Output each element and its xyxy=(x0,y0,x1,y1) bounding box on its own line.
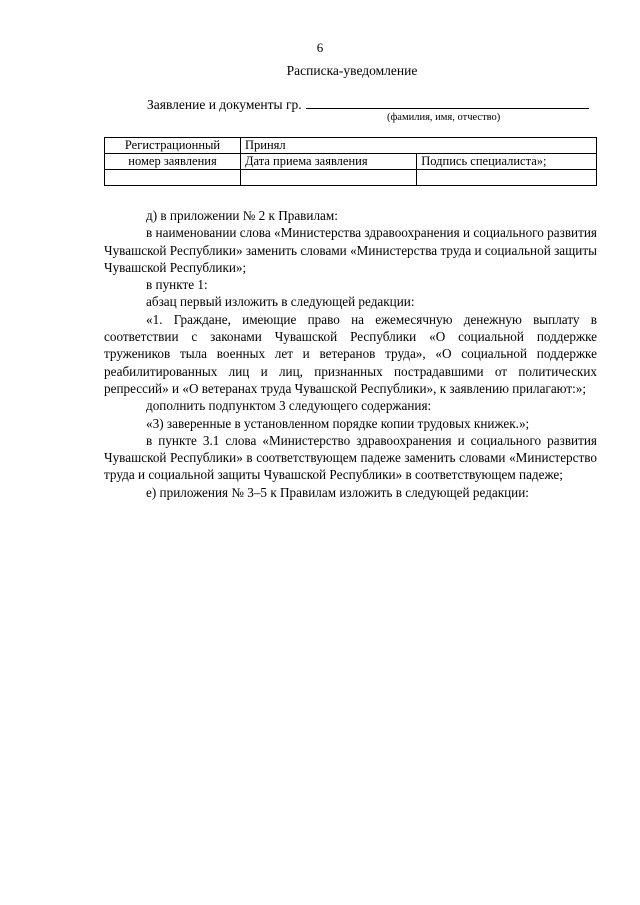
applicant-line xyxy=(147,97,589,113)
applicant-name-blank xyxy=(306,98,589,109)
paragraph: абзац первый изложить в следующей редакции: xyxy=(146,294,415,310)
specialist-signature-cell xyxy=(417,170,597,186)
specialist-signature-header: Подпись специалиста»; xyxy=(417,154,597,170)
paragraph: д) в приложении № 2 к Правилам: xyxy=(146,208,338,223)
paragraph: «1. Граждане, имеющие право на ежемесячную денежную выплату в соответствии с законами Чувашской Республики «О социальной поддержке тружеников тыла военных лет и ветеранов труда», «О социальной поддержке реабилитированных лиц и лиц, признанных пострадавшими от политических репрессий» и «О ветеранах труда Чувашской Республики», к заявлению прилагают:»; xyxy=(104,311,597,396)
paragraph: в пункте 3.1 слова «Министерство здравоохранения и социального развития Чувашской Республики» в соответствующем падеже заменить словами «Министерство труда и социальной защиты Чувашской Республики» в соответствующем падеже; xyxy=(104,432,597,483)
reg-number-header-line2: номер заявления xyxy=(105,154,241,170)
applicant-hint: (фамилия, имя, отчество) xyxy=(387,112,501,123)
accepted-header: Принял xyxy=(241,138,597,154)
receipt-table xyxy=(104,137,597,186)
document-title: Расписка-уведомление xyxy=(286,63,418,78)
reg-number-header-line1: Регистрационный xyxy=(105,138,241,154)
page-number: 6 xyxy=(316,40,324,55)
date-received-cell xyxy=(241,170,417,186)
paragraph: е) приложения № 3–5 к Правилам изложить в следующей редакции: xyxy=(146,484,529,500)
applicant-label: Заявление и документы гр. xyxy=(147,97,302,112)
date-received-header: Дата приема заявления xyxy=(241,154,417,170)
reg-number-cell xyxy=(105,170,241,186)
amendment-text xyxy=(104,207,597,501)
paragraph: дополнить подпунктом 3 следующего содержания: xyxy=(146,398,432,414)
paragraph: «3) заверенные в установленном порядке копии трудовых книжек.»; xyxy=(146,415,530,431)
paragraph: в пункте 1: xyxy=(146,277,208,293)
paragraph: в наименовании слова «Министерства здравоохранения и социального развития Чувашской Республики» заменить словами «Министерства труда и социальной защиты Чувашской Республики»; xyxy=(104,225,597,275)
